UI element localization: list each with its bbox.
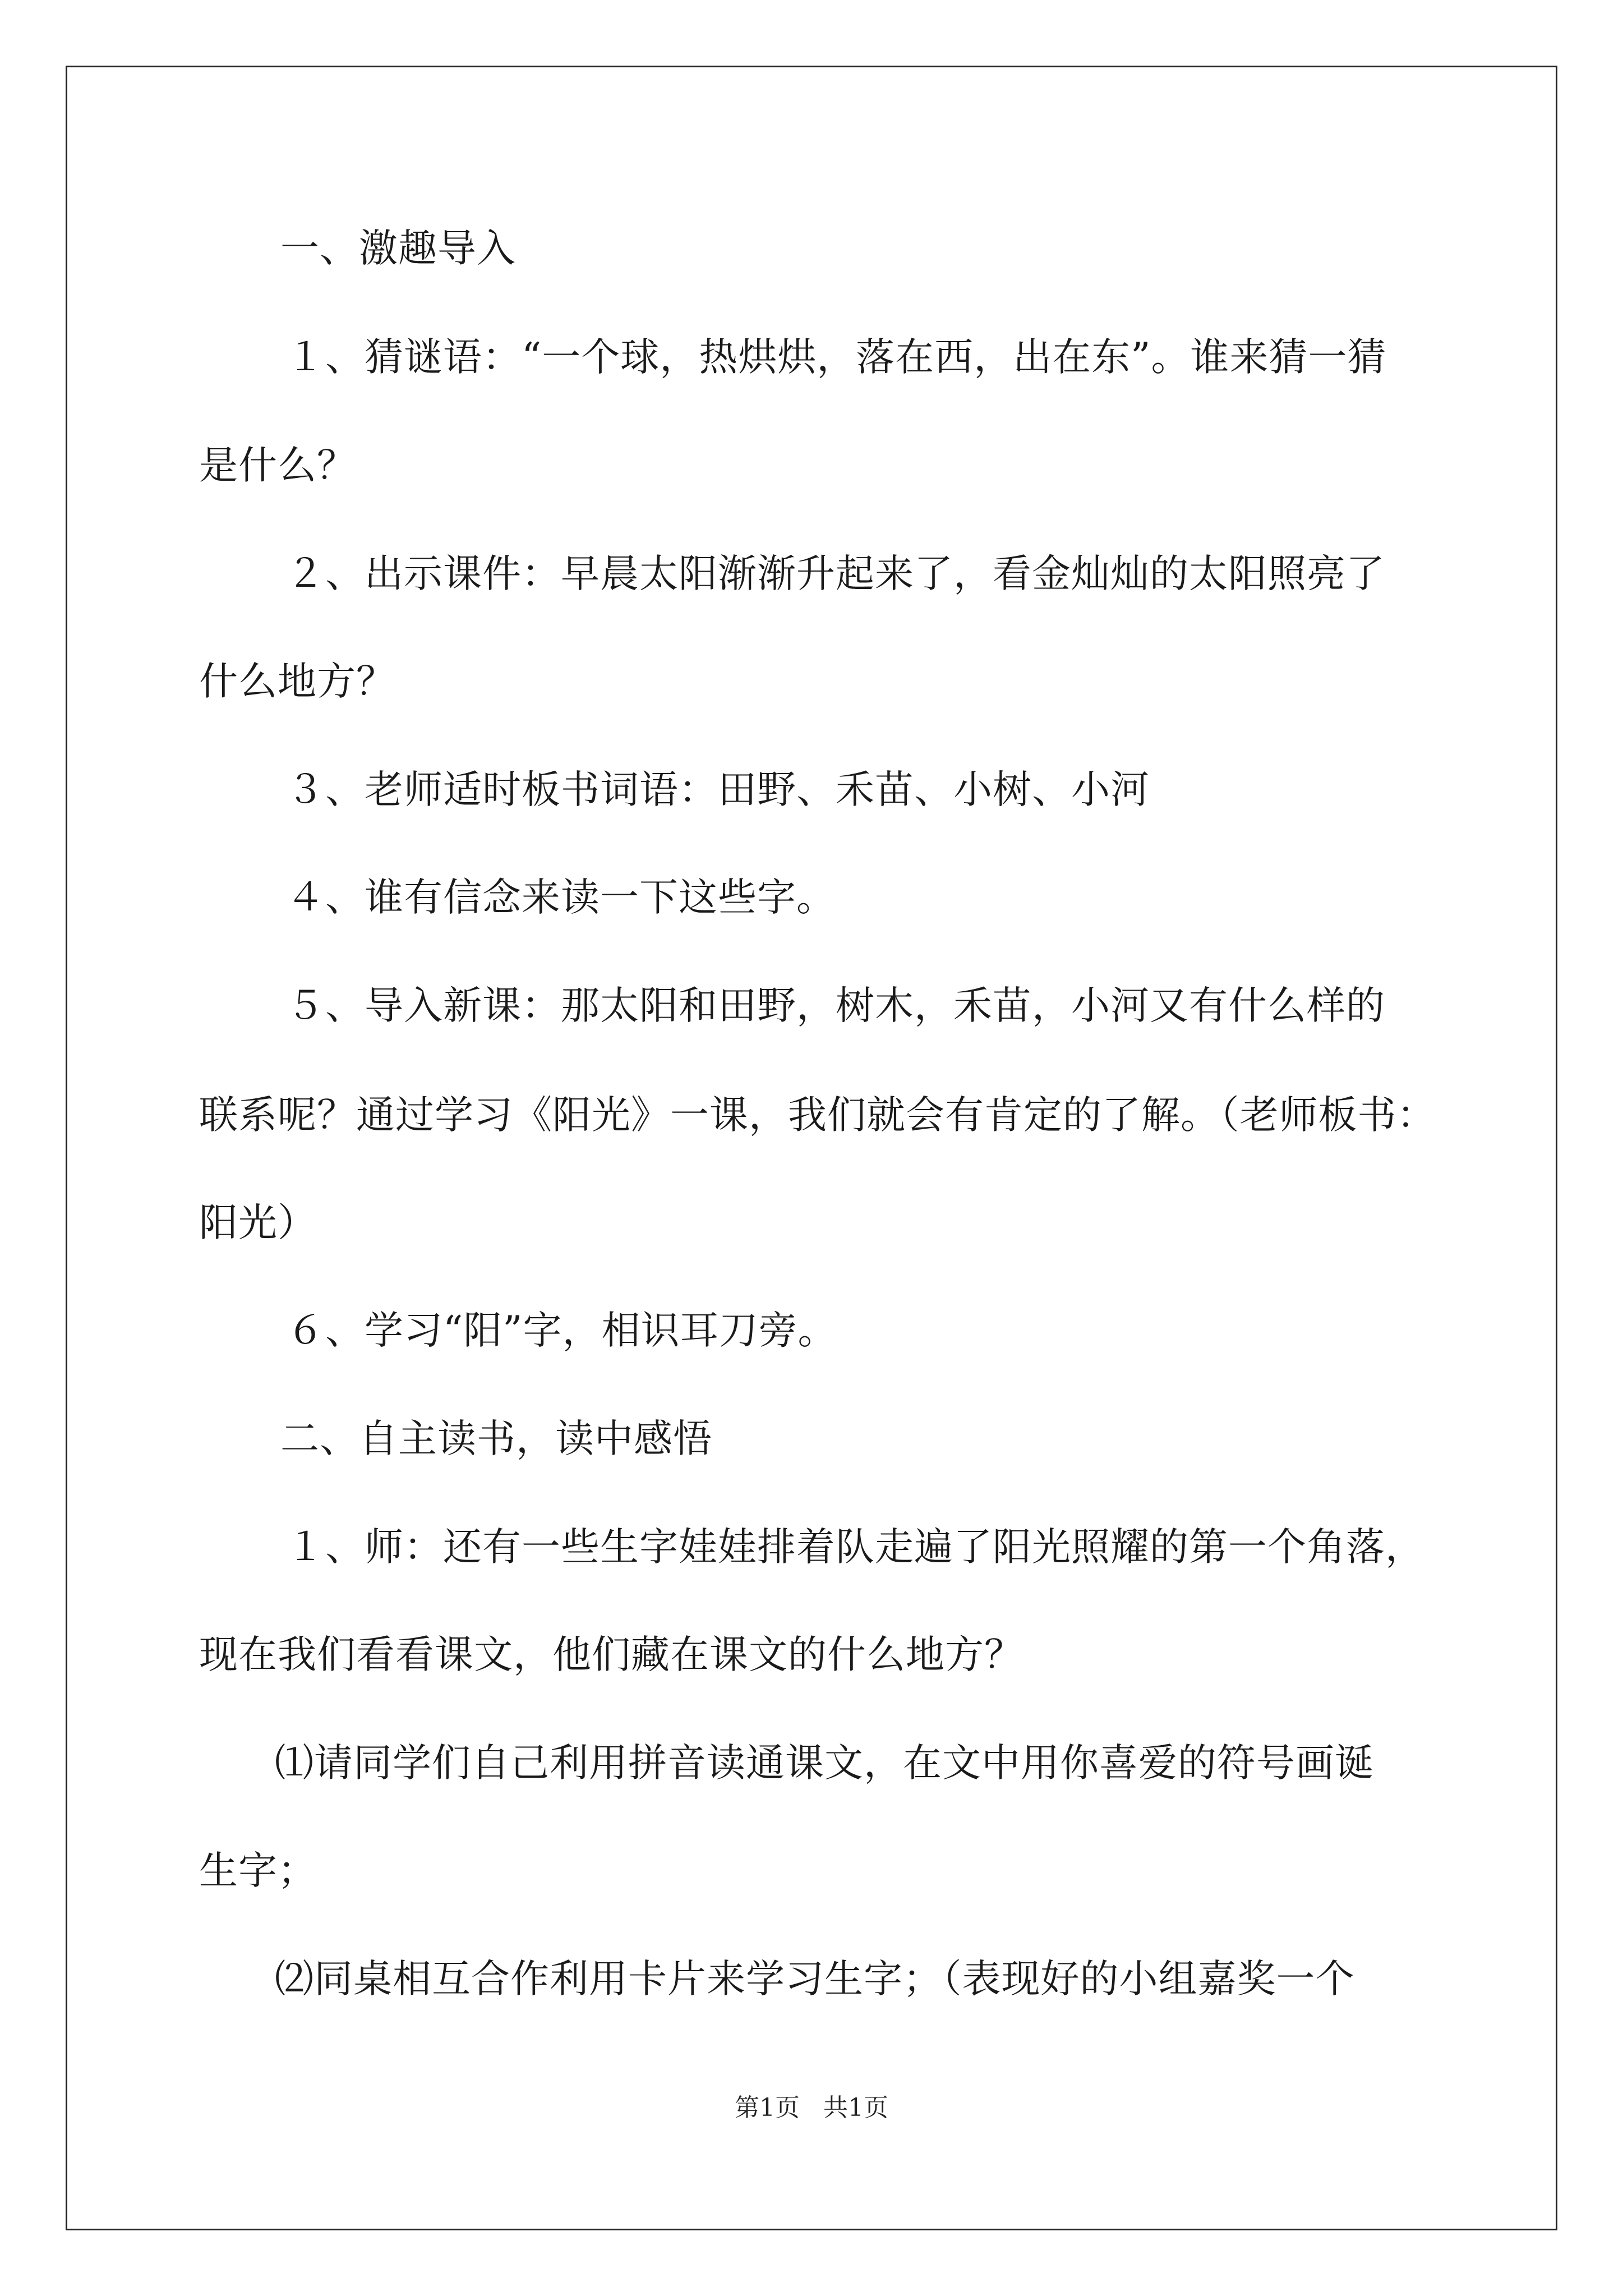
paragraph-line: ⑴请同学们自己利用拼音读通课文，在文中用你喜爱的符号画诞: [275, 1741, 1374, 1786]
paragraph-line: ４、谁有信念来读一下这些字。: [286, 875, 836, 920]
page-number: 第1页: [735, 2093, 800, 2122]
paragraph-line: 联系呢？通过学习《阳光》一课，我们就会有肯定的了解。（老师板书：: [199, 1093, 1436, 1138]
paragraph-line: １、猜谜语：“一个球，热烘烘，落在西，出在东”。谁来猜一猜: [286, 335, 1387, 380]
paragraph-line: １、师：还有一些生字娃娃排着队走遍了阳光照耀的第一个角落，: [286, 1525, 1424, 1570]
paragraph-line: 现在我们看看课文，他们藏在课文的什么地方？: [199, 1632, 1023, 1677]
paragraph-line: 阳光）: [199, 1200, 317, 1245]
paragraph-line: ５、导入新课：那太阳和田野，树木，禾苗，小河又有什么样的: [286, 983, 1385, 1028]
paragraph-line: 生字；: [199, 1848, 317, 1893]
paragraph-line: 什么地方？: [199, 659, 395, 704]
section-heading-reading: 二、自主读书，读中感悟: [280, 1416, 712, 1461]
page-total: 共1页: [823, 2093, 888, 2122]
page-border: [66, 66, 1557, 2230]
paragraph-line: 是什么？: [199, 443, 356, 488]
page-footer: [0, 2091, 1623, 2125]
paragraph-line: ⑵同桌相互合作利用卡片来学习生字；（表现好的小组嘉奖一个: [275, 1957, 1355, 2001]
paragraph-line: ３、老师适时板书词语：田野、禾苗、小树、小河: [286, 767, 1150, 812]
paragraph-line: ２、出示课件：早晨太阳渐渐升起来了，看金灿灿的太阳照亮了: [286, 551, 1385, 596]
section-heading-intro: 一、激趣导入: [280, 226, 516, 271]
paragraph-line: ６、学习“阳”字，相识耳刀旁。: [286, 1308, 837, 1353]
